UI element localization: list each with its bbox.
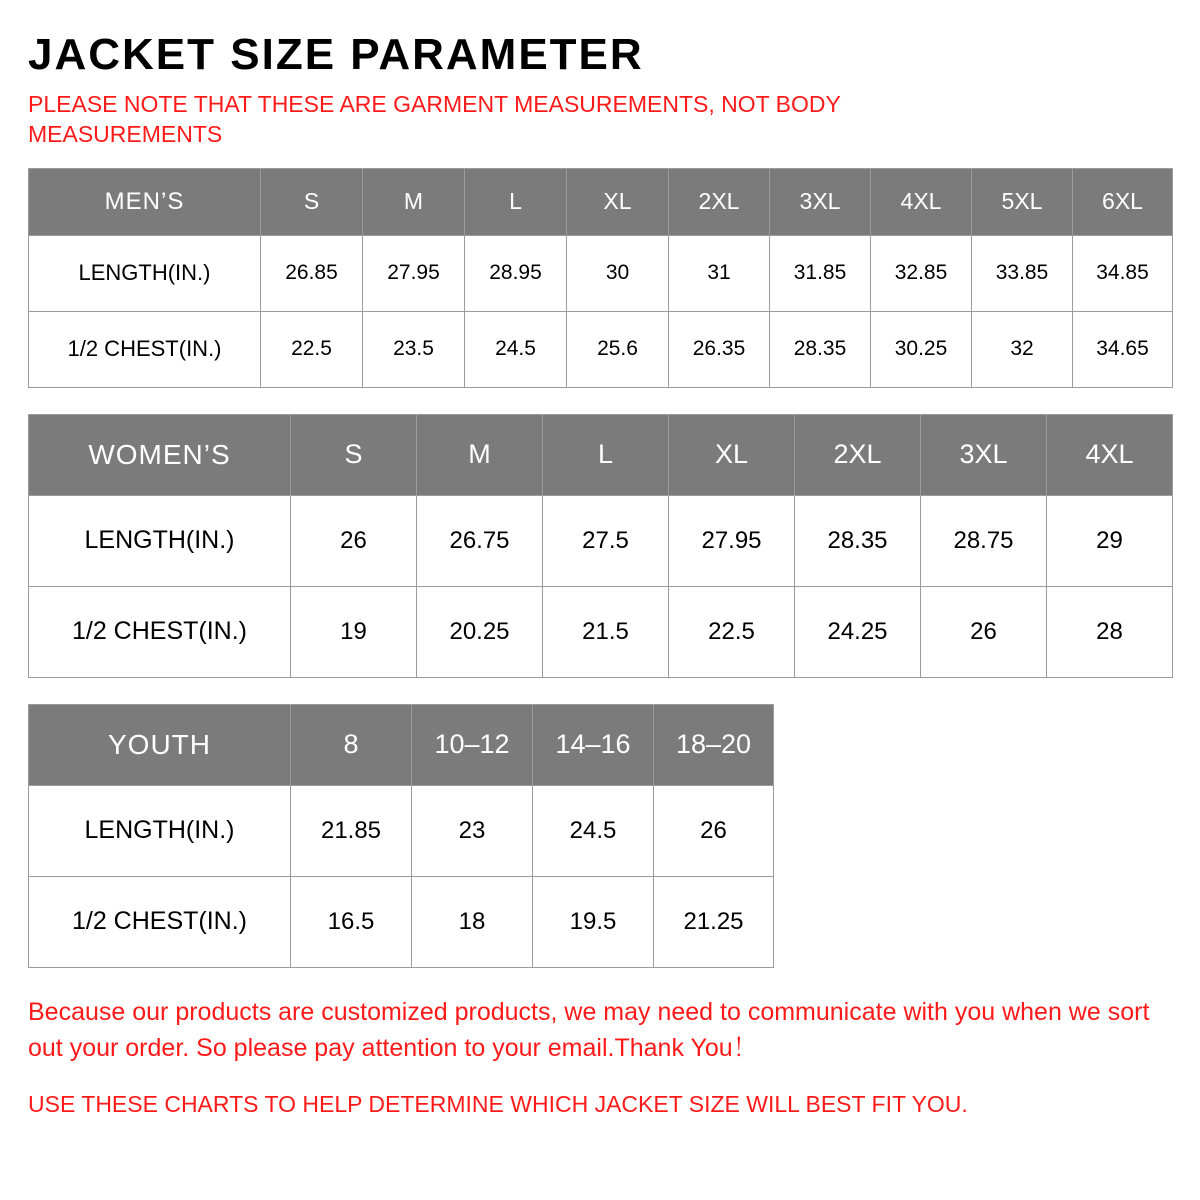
mens-header-label: MEN’S: [29, 168, 261, 235]
mens-header-size: M: [363, 168, 465, 235]
mens-header-size: 2XL: [669, 168, 770, 235]
cell-value: 21.5: [543, 586, 669, 677]
cell-value: 19: [291, 586, 417, 677]
mens-header-size: XL: [567, 168, 669, 235]
row-label: 1/2 CHEST(IN.): [29, 311, 261, 387]
cell-value: 27.95: [363, 235, 465, 311]
cell-value: 29: [1047, 495, 1173, 586]
cell-value: 28.95: [465, 235, 567, 311]
cell-value: 26.35: [669, 311, 770, 387]
cell-value: 28.35: [795, 495, 921, 586]
cell-value: 20.25: [417, 586, 543, 677]
cell-value: 28.75: [921, 495, 1047, 586]
cell-value: 28: [1047, 586, 1173, 677]
table-row: [29, 235, 1173, 311]
womens-header-size: 2XL: [795, 414, 921, 495]
cell-value: 32.85: [871, 235, 972, 311]
cell-value: 22.5: [669, 586, 795, 677]
table-row: [29, 311, 1173, 387]
mens-size-table: [28, 168, 1173, 388]
table-row: [29, 785, 774, 876]
cell-value: 26.85: [261, 235, 363, 311]
mens-header-size: 4XL: [871, 168, 972, 235]
row-label: LENGTH(IN.): [29, 495, 291, 586]
cell-value: 27.5: [543, 495, 669, 586]
cell-value: 21.85: [291, 785, 412, 876]
cell-value: 33.85: [972, 235, 1073, 311]
table-row: [29, 495, 1173, 586]
mens-header-size: L: [465, 168, 567, 235]
cell-value: 30: [567, 235, 669, 311]
cell-value: 23.5: [363, 311, 465, 387]
womens-header-size: 4XL: [1047, 414, 1173, 495]
youth-header-label: YOUTH: [29, 704, 291, 785]
cell-value: 31: [669, 235, 770, 311]
cell-value: 32: [972, 311, 1073, 387]
womens-header-label: WOMEN’S: [29, 414, 291, 495]
womens-header-size: M: [417, 414, 543, 495]
cell-value: 31.85: [770, 235, 871, 311]
row-label: 1/2 CHEST(IN.): [29, 876, 291, 967]
mens-header-size: 6XL: [1073, 168, 1173, 235]
cell-value: 34.85: [1073, 235, 1173, 311]
cell-value: 28.35: [770, 311, 871, 387]
cell-value: 27.95: [669, 495, 795, 586]
womens-header-size: 3XL: [921, 414, 1047, 495]
footer-note-customized: Because our products are customized products, we may need to communicate with you when we sort out your order. So please pay attention to your email.Thank You！: [28, 997, 1150, 1063]
womens-header-size: L: [543, 414, 669, 495]
cell-value: 26.75: [417, 495, 543, 586]
womens-header-size: S: [291, 414, 417, 495]
cell-value: 24.5: [465, 311, 567, 387]
cell-value: 24.5: [533, 785, 654, 876]
cell-value: 16.5: [291, 876, 412, 967]
mens-header-size: 3XL: [770, 168, 871, 235]
cell-value: 18: [412, 876, 533, 967]
womens-header-size: XL: [669, 414, 795, 495]
cell-value: 26: [654, 785, 774, 876]
cell-value: 21.25: [654, 876, 774, 967]
youth-header-size: 10–12: [412, 704, 533, 785]
cell-value: 34.65: [1073, 311, 1173, 387]
footer-note-usage: USE THESE CHARTS TO HELP DETERMINE WHICH JACKET SIZE WILL BEST FIT YOU.: [28, 1091, 968, 1118]
table-row: [29, 876, 774, 967]
table-header-row: [29, 414, 1173, 495]
cell-value: 26: [291, 495, 417, 586]
cell-value: 30.25: [871, 311, 972, 387]
row-label: LENGTH(IN.): [29, 785, 291, 876]
table-row: [29, 586, 1173, 677]
youth-header-size: 14–16: [533, 704, 654, 785]
table-header-row: [29, 704, 774, 785]
cell-value: 26: [921, 586, 1047, 677]
youth-size-table: [28, 704, 774, 968]
page-title: JACKET SIZE PARAMETER: [28, 30, 644, 79]
table-header-row: [29, 168, 1173, 235]
row-label: 1/2 CHEST(IN.): [29, 586, 291, 677]
cell-value: 19.5: [533, 876, 654, 967]
womens-size-table: [28, 414, 1173, 678]
cell-value: 22.5: [261, 311, 363, 387]
youth-header-size: 18–20: [654, 704, 774, 785]
cell-value: 23: [412, 785, 533, 876]
row-label: LENGTH(IN.): [29, 235, 261, 311]
mens-header-size: 5XL: [972, 168, 1073, 235]
top-note: PLEASE NOTE THAT THESE ARE GARMENT MEASUREMENTS, NOT BODY MEASUREMENTS: [28, 91, 841, 148]
youth-header-size: 8: [291, 704, 412, 785]
mens-header-size: S: [261, 168, 363, 235]
cell-value: 24.25: [795, 586, 921, 677]
cell-value: 25.6: [567, 311, 669, 387]
